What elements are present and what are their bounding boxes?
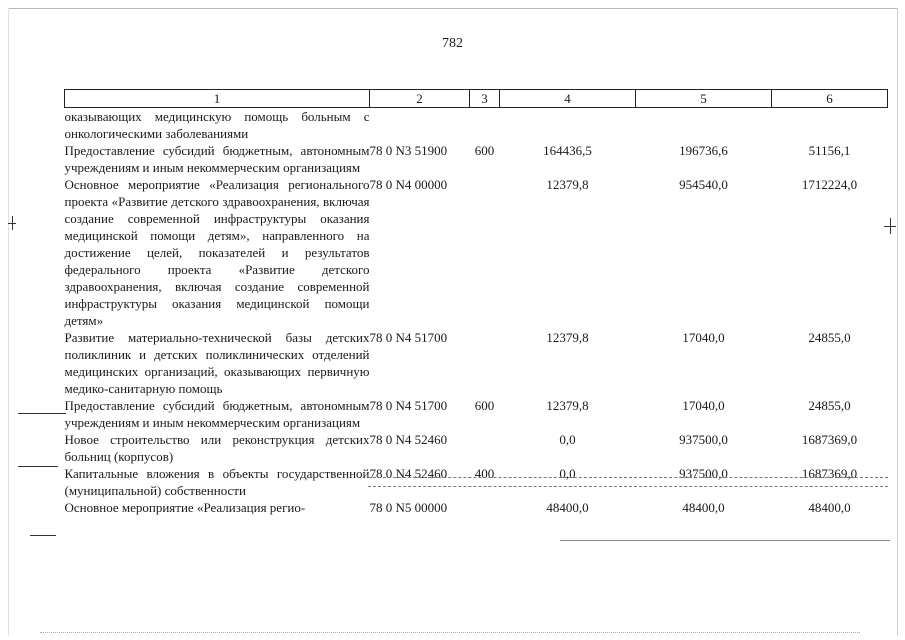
table-row (65, 176, 888, 329)
row-code: 78 0 N4 51700 (369, 330, 448, 345)
row-value-6 (772, 108, 888, 143)
row-code (370, 108, 470, 143)
table-row (65, 431, 888, 465)
row-value-5: 48400,0 (682, 500, 725, 515)
column-header-5: 5 (636, 90, 772, 108)
scan-border-top (8, 8, 898, 9)
row-type: 600 (474, 398, 495, 413)
stray-stroke (18, 413, 66, 414)
row-value-4: 48400,0 (546, 500, 589, 515)
row-value-6: 1712224,0 (801, 177, 858, 192)
row-value-4: 12379,8 (546, 177, 589, 192)
row-code: 78 0 N4 52460 (369, 466, 448, 481)
row-value-5: 17040,0 (682, 330, 725, 345)
row-name: Предоставление субсидий бюджетным, автономным учреждениям и иным некоммерческим организациям (64, 143, 370, 175)
column-header-3: 3 (470, 90, 500, 108)
table-row (65, 499, 888, 516)
row-type (470, 108, 500, 143)
column-header-6: 6 (772, 90, 888, 108)
row-value-6: 1687369,0 (801, 466, 858, 481)
budget-table (64, 89, 888, 516)
row-name: Капитальные вложения в объекты государственной (муниципальной) собственности (64, 466, 370, 498)
stray-stroke (18, 466, 58, 467)
row-type (470, 431, 500, 465)
column-header-4: 4 (500, 90, 636, 108)
row-value-5: 937500,0 (679, 466, 728, 481)
row-value-6: 48400,0 (808, 500, 851, 515)
scan-border-right (897, 8, 898, 636)
row-name: Развитие материально-технической базы детских поликлиник и детских поликлинических отделений медицинских организаций, оказывающих первичную медико-санитарную помощь (64, 330, 370, 396)
margin-tick-left (12, 216, 13, 230)
row-code: 78 0 N5 00000 (369, 500, 448, 515)
table-header (65, 90, 888, 108)
table-row (65, 108, 888, 143)
row-value-6: 24855,0 (808, 330, 851, 345)
scan-border-left (8, 8, 9, 636)
page-number: 782 (442, 36, 463, 51)
row-value-4: 0,0 (559, 432, 576, 447)
row-value-5 (636, 108, 772, 143)
stray-dashes (368, 486, 888, 487)
row-type: 400 (474, 466, 495, 481)
row-name: Новое строительство или реконструкция детских больниц (корпусов) (64, 432, 370, 464)
row-type (470, 329, 500, 397)
row-name: оказывающих медицинскую помощь больным с онкологическими заболеваниями (64, 109, 370, 141)
table-row (65, 397, 888, 431)
row-value-5: 196736,6 (679, 143, 728, 158)
row-value-4: 12379,8 (546, 330, 589, 345)
stray-stroke (560, 540, 890, 541)
stray-stroke (30, 535, 56, 536)
row-value-6: 24855,0 (808, 398, 851, 413)
row-name: Основное мероприятие «Реализация регио- (64, 500, 306, 515)
row-name: Предоставление субсидий бюджетным, автономным учреждениям и иным некоммерческим организациям (64, 398, 370, 430)
table-row (65, 465, 888, 499)
scan-noise-bottom (40, 632, 860, 633)
row-name: Основное мероприятие «Реализация регионального проекта «Развитие детского здравоохранения, включая создание современной инфраструктуры оказания медицинской помощи детям», направленного на достижение целей, показателей и результатов федерального проекта «Развитие детского здравоохранения, включая создание современной инфраструктуры оказания медицинской помощи детям» (64, 177, 370, 328)
table-row (65, 142, 888, 176)
row-code: 78 0 N3 51900 (369, 143, 448, 158)
row-value-5: 937500,0 (679, 432, 728, 447)
row-value-6: 51156,1 (808, 143, 851, 158)
row-value-4: 0,0 (559, 466, 576, 481)
row-value-6: 1687369,0 (801, 432, 858, 447)
row-value-5: 954540,0 (679, 177, 728, 192)
column-header-1: 1 (65, 90, 370, 108)
stray-dashes (368, 477, 888, 478)
column-header-2: 2 (370, 90, 470, 108)
row-type (470, 499, 500, 516)
row-value-4: 164436,5 (543, 143, 592, 158)
row-type (470, 176, 500, 329)
margin-tick-right (890, 218, 891, 234)
table-row (65, 329, 888, 397)
row-code: 78 0 N4 52460 (369, 432, 448, 447)
row-value-5: 17040,0 (682, 398, 725, 413)
row-code: 78 0 N4 00000 (369, 177, 448, 192)
row-type: 600 (474, 143, 495, 158)
row-value-4: 12379,8 (546, 398, 589, 413)
row-code: 78 0 N4 51700 (369, 398, 448, 413)
row-value-4 (500, 108, 636, 143)
